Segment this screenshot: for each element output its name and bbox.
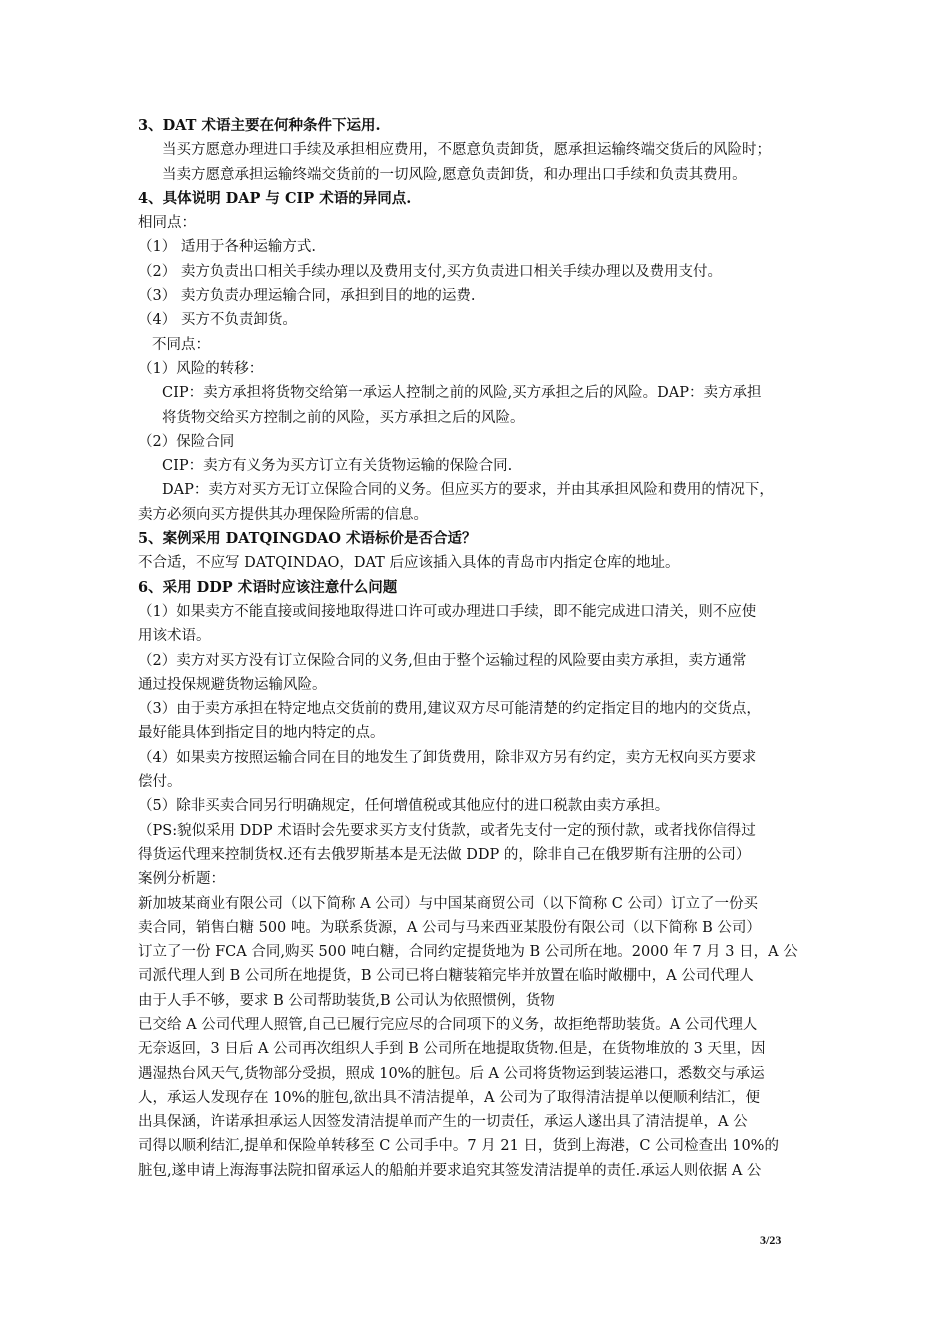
text-line: 新加坡某商业有限公司（以下简称 A 公司）与中国某商贸公司（以下简称 C 公司）订立了一份买 — [138, 895, 758, 912]
text-line: 订立了一份 FCA 合同,购买 500 吨白糖，合同约定提货地为 B 公司所在地。2000 年 7 月 3 日，A 公 — [138, 944, 798, 961]
text-line: （2）卖方对买方没有订立保险合同的义务,但由于整个运输过程的风险要由卖方承担，卖方通常 — [138, 652, 747, 669]
text-line: 6、采用 DDP 术语时应该注意什么问题 — [138, 578, 398, 596]
text-line: 无奈返回，3 日后 A 公司再次组织人手到 B 公司所在地提取货物.但是，在货物堆放的 3 天里，因 — [138, 1041, 766, 1058]
text-line: 司派代理人到 B 公司所在地提货，B 公司已将白糖装箱完毕并放置在临时敞棚中，A 公司代理人 — [138, 968, 754, 985]
text-line: 不同点： — [152, 336, 210, 353]
text-line: 卖合同，销售白糖 500 吨。为联系货源，A 公司与马来西亚某股份有限公司（以下简称 B 公司） — [138, 919, 761, 936]
text-line: 出具保涵，许诺承担承运人因签发清洁提单而产生的一切责任，承运人遂出具了清洁提单，A 公 — [138, 1114, 748, 1131]
text-line: 相同点： — [138, 215, 196, 232]
text-line: 人，承运人发现存在 10%的脏包,欲出具不清洁提单，A 公司为了取得清洁提单以便顺利结汇，便 — [138, 1089, 761, 1106]
text-line: 最好能具体到指定目的地内特定的点。 — [138, 725, 385, 742]
text-line: 脏包,遂申请上海海事法院扣留承运人的船舶并要求追究其签发清洁提单的责任.承运人则依据 A 公 — [138, 1162, 762, 1179]
text-line: （5）除非买卖合同另行明确规定，任何增值税或其他应付的进口税款由卖方承担。 — [138, 798, 670, 815]
text-line: 遇湿热台风天气,货物部分受损，照成 10%的脏包。后 A 公司将货物运到装运港口，悉数交与承运 — [138, 1065, 765, 1082]
text-line: （1）如果卖方不能直接或间接地取得进口许可或办理进口手续，即不能完成进口清关，则不应使 — [138, 603, 757, 620]
text-line: 3、DAT 术语主要在何种条件下运用. — [138, 117, 381, 134]
text-line: 案例分析题： — [138, 871, 225, 888]
text-line: （3） 卖方负责办理运输合同，承担到目的地的运费. — [138, 288, 476, 305]
text-line: 偿付。 — [138, 774, 182, 791]
text-line: （1） 适用于各种运输方式. — [138, 239, 316, 256]
text-line: 已交给 A 公司代理人照管,自己已履行完应尽的合同项下的义务，故拒绝帮助装货。A 公司代理人 — [138, 1016, 758, 1033]
text-line: 4、具体说明 DAP 与 CIP 术语的异同点. — [138, 189, 412, 207]
text-line: 司得以顺利结汇,提单和保险单转移至 C 公司手中。7 月 21 日，货到上海港，C 公司检查出 10%的 — [138, 1138, 779, 1155]
text-line: 当买方愿意办理进口手续及承担相应费用，不愿意负责卸货，愿承担运输终端交货后的风险时； — [162, 142, 771, 159]
text-line: （2） 卖方负责出口相关手续办理以及费用支付,买方负责进口相关手续办理以及费用支付。 — [138, 263, 722, 280]
text-line: （1）风险的转移： — [138, 360, 264, 377]
text-line: （PS:貌似采用 DDP 术语时会先要求买方支付货款，或者先支付一定的预付款，或者找你信得过 — [138, 822, 756, 839]
text-line: 通过投保规避货物运输风险。 — [138, 676, 327, 693]
text-line: （4） 买方不负责卸货。 — [138, 312, 297, 329]
text-line: 卖方必须向买方提供其办理保险所需的信息。 — [138, 506, 428, 523]
text-line: 当卖方愿意承担运输终端交货前的一切风险,愿意负责卸货，和办理出口手续和负责其费用。 — [162, 166, 747, 183]
page-number: 3/23 — [760, 1233, 782, 1247]
text-line: 用该术语。 — [138, 628, 211, 645]
text-line: DAP：卖方对买方无订立保险合同的义务。但应买方的要求，并由其承担风险和费用的情况下， — [162, 482, 774, 499]
text-line: 将货物交给买方控制之前的风险，买方承担之后的风险。 — [162, 409, 525, 426]
document-body — [138, 114, 828, 1183]
text-line: 得货运代理来控制货权.还有去俄罗斯基本是无法做 DDP 的，除非自己在俄罗斯有注册的公司） — [138, 846, 751, 863]
text-line: 由于人手不够，要求 B 公司帮助装货,B 公司认为依照惯例，货物 — [138, 992, 555, 1009]
text-line: CIP：卖方有义务为买方订立有关货物运输的保险合同. — [162, 458, 513, 475]
text-line: CIP：卖方承担将货物交给第一承运人控制之前的风险,买方承担之后的风险。DAP：卖方承担 — [162, 385, 762, 402]
text-line: （4）如果卖方按照运输合同在目的地发生了卸货费用，除非双方另有约定，卖方无权向买方要求 — [138, 749, 757, 766]
text-line: 5、案例采用 DATQINGDAO 术语标价是否合适？ — [138, 530, 477, 548]
text-line: 不合适，不应写 DATQINDAO，DAT 后应该插入具体的青岛市内指定仓库的地址。 — [138, 555, 680, 572]
text-line: （2）保险合同 — [138, 433, 235, 450]
text-line: （3）由于卖方承担在特定地点交货前的费用,建议双方尽可能清楚的约定指定目的地内的交货点， — [138, 701, 761, 718]
